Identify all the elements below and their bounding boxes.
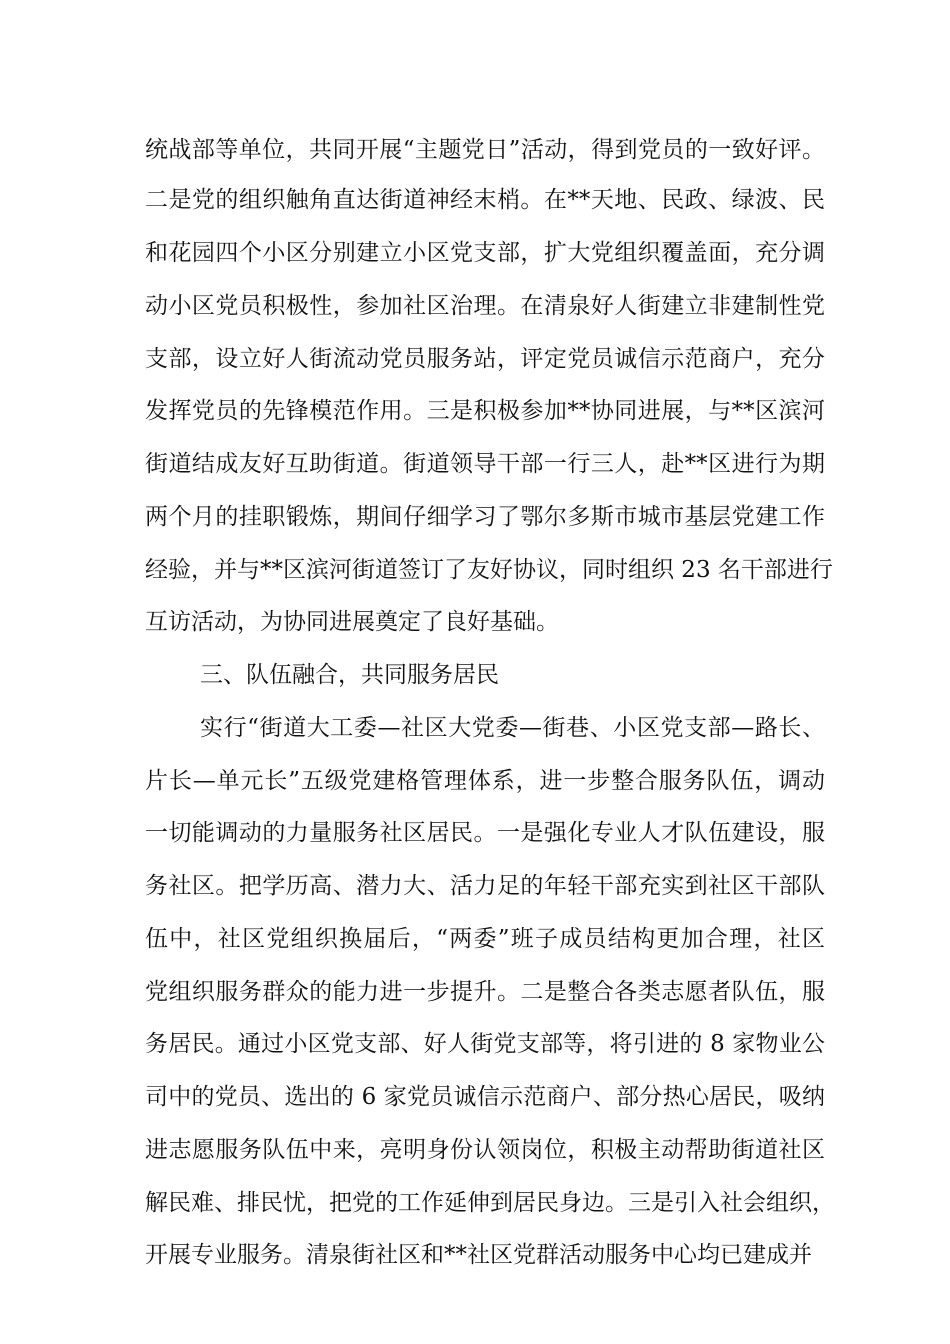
body-text-line: 伍中，社区党组织换届后，“两委”班子成员结构更加合理，社区: [145, 926, 825, 952]
body-text-line: 互访活动，为协同进展奠定了良好基础。: [145, 609, 559, 635]
body-text-line: 动小区党员积极性，参加社区治理。在清泉好人街建立非建制性党: [145, 293, 825, 319]
body-text-line: 解民难、排民忧，把党的工作延伸到居民身边。三是引入社会组织，: [145, 1190, 835, 1216]
body-text-line: 开展专业服务。清泉街社区和**社区党群活动服务中心均已建成并: [145, 1242, 812, 1268]
section-heading: 三、队伍融合，共同服务居民: [200, 662, 499, 688]
paragraph-first-line: 实行“街道大工委—社区大党委—街巷、小区党支部—路长、: [200, 715, 825, 741]
body-text-line: 发挥党员的先锋模范作用。三是积极参加**协同进展，与**区滨河: [145, 398, 825, 424]
body-text-line: 片长—单元长”五级党建格管理体系，进一步整合服务队伍，调动: [145, 768, 825, 794]
body-text-line: 进志愿服务队伍中来，亮明身份认领岗位，积极主动帮助街道社区: [145, 1137, 825, 1163]
body-text-line: 和花园四个小区分别建立小区党支部，扩大党组织覆盖面，充分调: [145, 240, 825, 266]
body-text-line: 统战部等单位，共同开展“主题党日”活动，得到党员的一致好评。: [145, 137, 825, 163]
body-text-line: 街道结成友好互助街道。街道领导干部一行三人，赴**区进行为期: [145, 451, 825, 477]
body-text-line: 支部，设立好人街流动党员服务站，评定党员诚信示范商户，充分: [145, 346, 825, 372]
body-text-line: 党组织服务群众的能力进一步提升。二是整合各类志愿者队伍，服: [145, 979, 825, 1005]
body-text-line: 一切能调动的力量服务社区居民。一是强化专业人才队伍建设，服: [145, 820, 825, 846]
body-text-line: 经验，并与**区滨河街道签订了友好协议，同时组织 23 名干部进行: [145, 557, 833, 583]
body-text-line: 务社区。把学历高、潜力大、活力足的年轻干部充实到社区干部队: [145, 873, 825, 899]
body-text-line: 两个月的挂职锻炼，期间仔细学习了鄂尔多斯市城市基层党建工作: [145, 504, 825, 530]
body-text-line: 务居民。通过小区党支部、好人街党支部等，将引进的 8 家物业公: [145, 1031, 825, 1057]
body-text-line: 司中的党员、选出的 6 家党员诚信示范商户、部分热心居民，吸纳: [145, 1084, 825, 1110]
body-text-line: 二是党的组织触角直达街道神经末梢。在**天地、民政、绿波、民: [145, 187, 825, 213]
